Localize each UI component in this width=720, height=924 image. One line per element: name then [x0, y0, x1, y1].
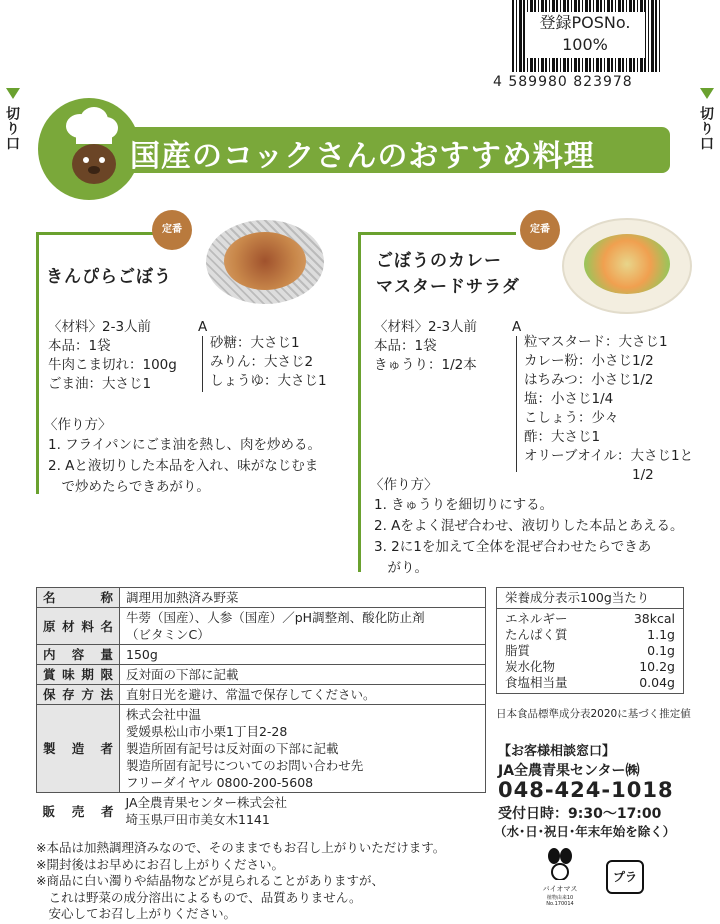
salad-dish [584, 234, 670, 294]
raw-line: （ビタミンC） [126, 627, 210, 642]
recipe1-group-item: 砂糖：大さじ1 [210, 335, 300, 351]
storage-value: 直射日光を避け、常温で保存してください。 [120, 685, 486, 705]
raw-line: 牛蒡（国産）、人参（国産）／pH調整剤、酸化防止剤 [126, 610, 425, 625]
product-info-table-wrap [36, 587, 486, 829]
pla-recycle-icon: プラ [606, 860, 644, 894]
expiry-value: 反対面の下部に記載 [120, 665, 486, 685]
nutrition-row [497, 675, 683, 691]
storage-label: 保存方法 [37, 685, 120, 705]
nutrition-value: 0.1g [647, 643, 675, 658]
recipe2-group-bracket [516, 336, 517, 472]
nutrition-label: エネルギー [505, 611, 568, 626]
maker-line: 製造所固有記号についてのお問い合わせ先 [126, 758, 364, 773]
nutrition-value: 10.2g [639, 659, 675, 674]
recipe2-frame-left [358, 232, 361, 572]
recipe1-badge: 定番 [152, 210, 192, 250]
pos-label: 登録POSNo. [539, 13, 631, 32]
contact-hours: 受付日時：9:30〜17:00 [498, 806, 662, 822]
seller-value [120, 793, 486, 830]
maker-line: フリーダイヤル 0800-200-5608 [126, 775, 314, 790]
recipe2-step: 1. きゅうりを細切りにする。 [374, 497, 554, 513]
recipe1-step: 2. Aと液切りした本品を入れ、味がなじむま [48, 458, 319, 474]
barcode-number: 4 589980 823978 [493, 74, 633, 90]
kinpira-dish [224, 232, 306, 290]
recipe1-group-bracket [202, 336, 203, 392]
recipe2-ingredient: きゅうり：1/2本 [374, 357, 477, 373]
recipe2-group-item: はちみつ：小さじ1/2 [524, 372, 654, 388]
note-line: これは野菜の成分溶出によるもので、品質ありません。 [36, 889, 362, 905]
nutrition-label: 脂質 [505, 643, 531, 658]
contact-heading: 【お客様相談窓口】 [498, 744, 616, 759]
biomass-mark [538, 846, 582, 907]
pos-box [525, 12, 645, 58]
recipe1-step: 1. フライパンにごま油を熱し、肉を炒める。 [48, 437, 321, 453]
cut-mark-left: 切り口 [4, 106, 20, 151]
cut-arrow-left-icon [6, 88, 20, 99]
recipe1-group-item: しょうゆ：大さじ1 [210, 373, 327, 389]
recipe1-frame-top [36, 232, 156, 235]
note-line: 安心してお召し上がりください。 [36, 906, 237, 921]
volume-label: 内容量 [37, 645, 120, 665]
nutrition-label: たんぱく質 [505, 627, 568, 642]
recipe2-step: 2. Aをよく混ぜ合わせ、液切りした本品とあえる。 [374, 518, 684, 534]
nutrition-header: 栄養成分表示100g当たり [497, 588, 683, 609]
nutrition-value: 38kcal [633, 611, 675, 626]
cut-mark-right: 切り口 [698, 106, 714, 151]
table-row [37, 705, 486, 793]
chef-mascot [38, 98, 140, 200]
recipe1-photo [206, 220, 324, 304]
chef-icon [38, 98, 140, 200]
recipe1-method-heading: 〈作り方〉 [44, 417, 112, 433]
recipe2-group-item: カレー粉：小さじ1/2 [524, 353, 654, 369]
product-info-table [36, 587, 486, 829]
recipe2-group-item: こしょう：少々 [524, 410, 619, 426]
banner-title: 国産のコックさんのおすすめ料理 [130, 139, 595, 174]
recipe2-group-item: 粒マスタード：大さじ1 [524, 334, 668, 350]
recipe2-group-label: A [512, 319, 522, 335]
nutrition-rows [497, 609, 683, 693]
recipe2-ingredient: 本品：1袋 [374, 338, 437, 354]
note-line: ※本品は加熱調理済みなので、そのままでもお召し上がりいただけます。 [36, 840, 446, 855]
recipe2-title-line2: マスタードサラダ [376, 277, 520, 297]
nutrition-row [497, 627, 683, 643]
contact-closed: （水･日･祝日･年末年始を除く） [494, 824, 676, 839]
recipe2-badge: 定番 [520, 210, 560, 250]
seller-line: 埼玉県戸田市美女木1141 [125, 812, 270, 827]
recipe1-step: で炒めたらできあがり。 [48, 479, 210, 495]
nutrition-note: 日本食品標準成分表2020に基づく推定値 [496, 708, 691, 720]
recipe2-group-item: 塩：小さじ1/4 [524, 391, 614, 407]
maker-line: 製造所固有記号は反対面の下部に記載 [126, 741, 339, 756]
nutrition-value: 1.1g [647, 627, 675, 642]
table-row [37, 608, 486, 645]
maker-line: 株式会社中温 [126, 707, 202, 722]
table-row [37, 645, 486, 665]
recipe1-ingredient: ごま油：大さじ1 [48, 376, 152, 392]
recipe2-photo [562, 218, 692, 314]
expiry-label: 賞味期限 [37, 665, 120, 685]
note-line: ※商品に白い濁りや結晶物などが見られることがありますが、 [36, 873, 384, 888]
table-row [37, 588, 486, 608]
table-row [37, 665, 486, 685]
table-row [37, 685, 486, 705]
contact-phone: 048-424-1018 [498, 778, 674, 802]
biomass-sub: 植物由来10 No.170014 [546, 895, 574, 907]
maker-value [120, 705, 486, 793]
contact-company: JA全農青果センター㈱ [498, 763, 640, 779]
table-row [37, 793, 486, 830]
recipe1-ingredients-heading: 〈材料〉2-3人前 [48, 319, 152, 335]
recipe2-group-item: 酢：大さじ1 [524, 429, 601, 445]
pos-percent: 100% [562, 35, 608, 54]
seller-label: 販売者 [42, 803, 114, 819]
nutrition-row [497, 643, 683, 659]
nutrition-row [497, 659, 683, 675]
recipe2-step: がり。 [374, 560, 428, 576]
recipe2-group-item: オリーブオイル：大さじ1と [524, 448, 694, 464]
nutrition-value: 0.04g [639, 675, 675, 690]
recipe1-ingredient: 牛肉こま切れ：100g [48, 357, 177, 373]
notes [36, 840, 445, 923]
recipe2-ingredients-heading: 〈材料〉2-3人前 [374, 319, 478, 335]
name-value: 調理用加熱済み野菜 [120, 588, 486, 608]
note-line: ※開封後はお早めにお召し上がりください。 [36, 856, 284, 872]
nutrition-row [497, 611, 683, 627]
maker-label: 製造者 [37, 705, 120, 793]
seller-line: JA全農青果センター株式会社 [125, 795, 288, 810]
recipe1-title: きんぴらごぼう [46, 267, 172, 287]
recipe2-step: 3. 2に1を加えて全体を混ぜ合わせたらできあ [374, 539, 652, 555]
recipe2-frame-top [358, 232, 516, 235]
raw-label: 原材料名 [37, 608, 120, 645]
nutrition-table [496, 587, 684, 694]
recipe2-method-heading: 〈作り方〉 [370, 477, 438, 493]
biomass-label: バイオマス [542, 885, 578, 893]
recipe1-ingredient: 本品：1袋 [48, 338, 111, 354]
volume-value: 150g [120, 645, 486, 665]
recipe1-group-label: A [198, 319, 208, 335]
name-label: 名 称 [37, 588, 120, 608]
recipe1-frame-left [36, 232, 39, 494]
maker-line: 愛媛県松山市小栗1丁目2-28 [126, 724, 288, 739]
raw-value [120, 608, 486, 645]
nutrition-label: 食塩相当量 [505, 675, 568, 690]
recipe2-group-item: 1/2 [524, 467, 654, 483]
biomass-leaf-icon [545, 846, 575, 880]
recipe1-group-item: みりん：大さじ2 [210, 354, 314, 370]
recipe2-title-line1: ごぼうのカレー [376, 251, 502, 271]
nutrition-label: 炭水化物 [505, 659, 556, 674]
cut-arrow-right-icon [700, 88, 714, 99]
